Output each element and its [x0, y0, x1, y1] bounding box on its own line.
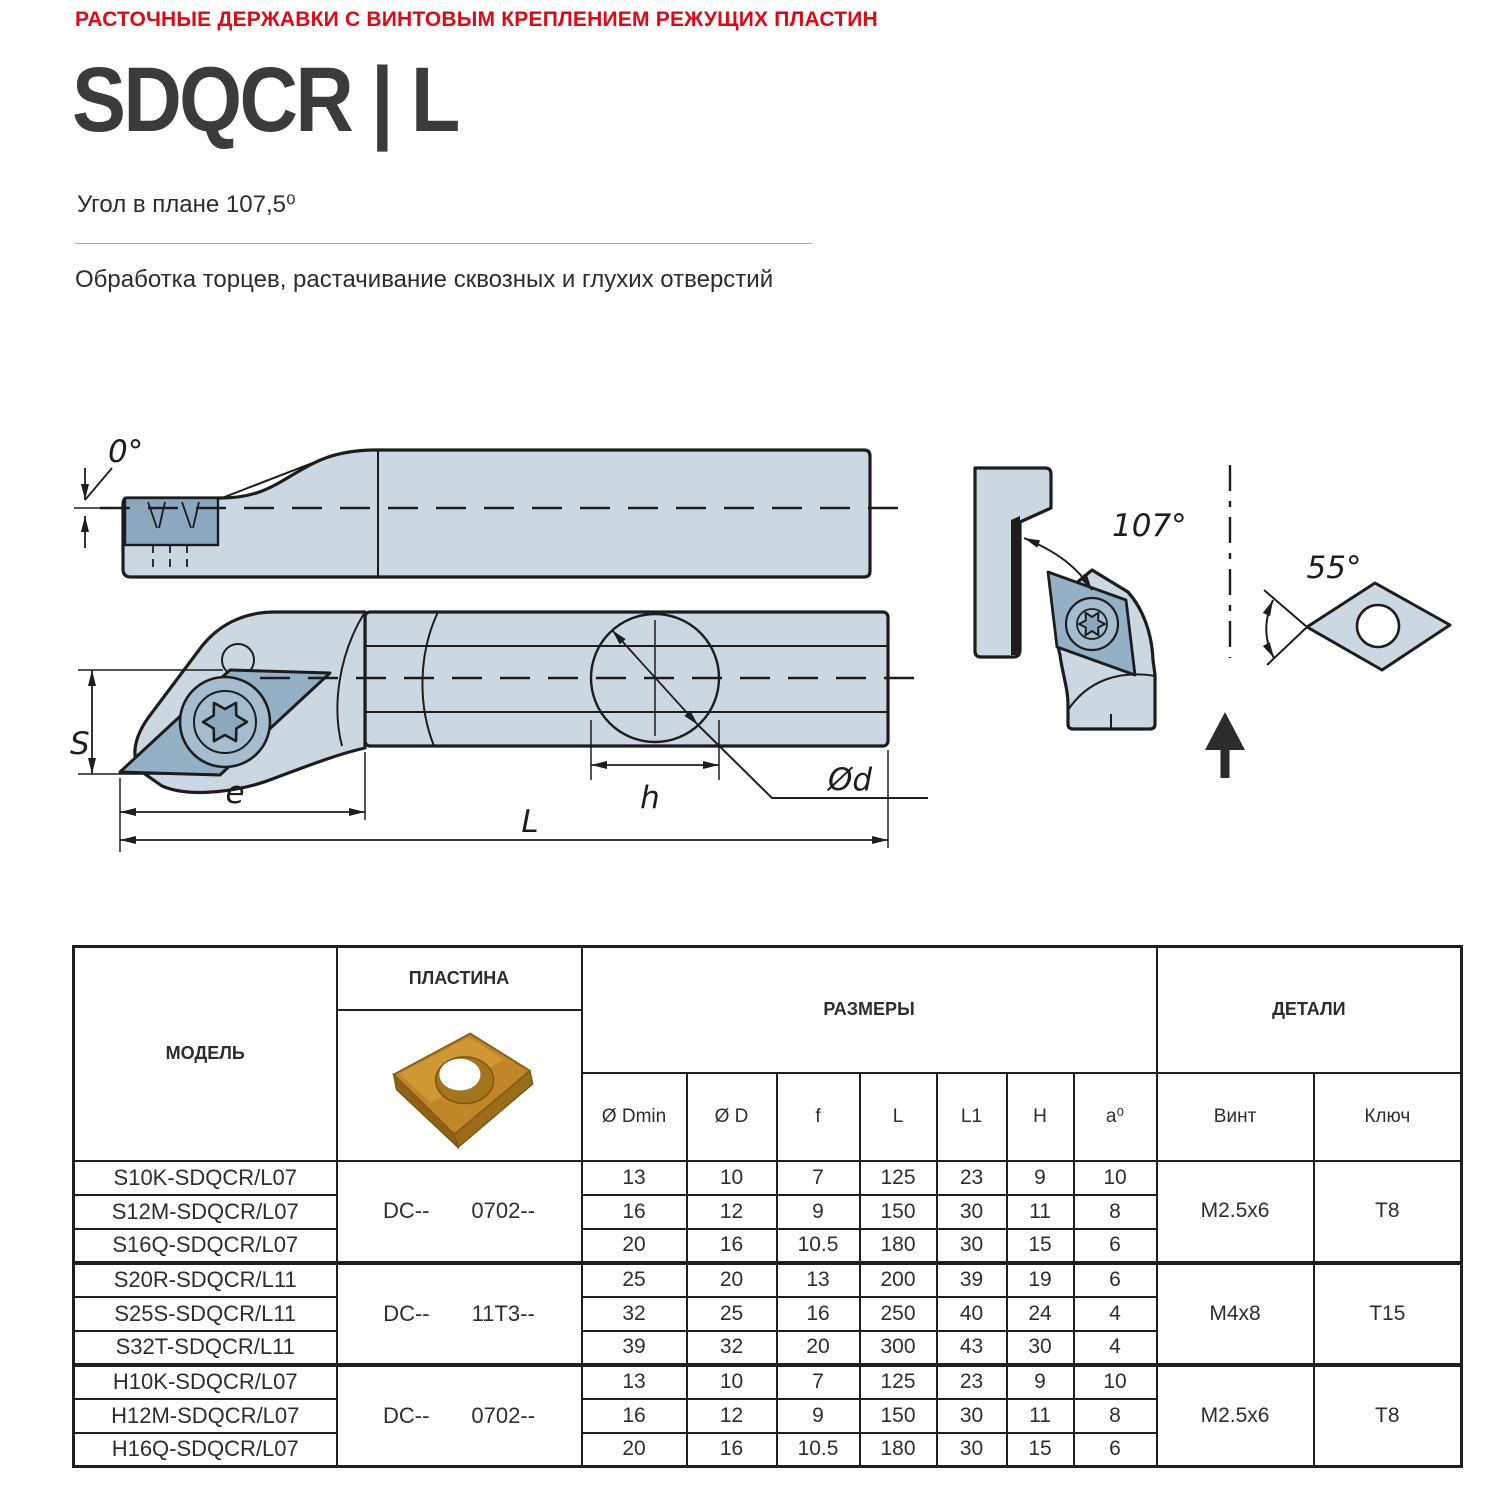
- dim-cell: 13: [582, 1365, 687, 1399]
- dim-cell: 30: [937, 1195, 1007, 1229]
- dim-cell: 30: [937, 1229, 1007, 1263]
- dim-cell: 16: [582, 1195, 687, 1229]
- dim-cell: 20: [687, 1263, 777, 1297]
- dim-cell: 125: [860, 1365, 937, 1399]
- insert-photo: [359, 1013, 559, 1153]
- dim-cell: 10.5: [777, 1229, 860, 1263]
- dim-cell: 15: [1007, 1229, 1074, 1263]
- dim-label-od: Ød: [827, 762, 873, 798]
- page-description: Обработка торцев, растачивание сквозных и глухих отверстий: [75, 266, 774, 293]
- insert-code: DC--: [382, 1402, 430, 1428]
- insert-nose-angle-view: [1264, 550, 1450, 670]
- col-header-details: ДЕТАЛИ: [1157, 947, 1462, 1073]
- model-cell: H16Q-SDQCR/L07: [74, 1433, 337, 1467]
- model-cell: S25S-SDQCR/L11: [74, 1297, 337, 1331]
- col-header-model: МОДЕЛЬ: [74, 947, 337, 1161]
- dim-cell: 16: [687, 1229, 777, 1263]
- key-cell: T15: [1314, 1263, 1462, 1365]
- dim-cell: 25: [687, 1297, 777, 1331]
- key-cell: T8: [1314, 1161, 1462, 1263]
- feed-direction-arrow-icon: [1205, 712, 1245, 778]
- dim-cell: 8: [1074, 1399, 1157, 1433]
- dim-cell: 12: [687, 1195, 777, 1229]
- dim-cell: 39: [937, 1263, 1007, 1297]
- dim-cell: 10.5: [777, 1433, 860, 1467]
- insert-code-cell: [337, 1161, 582, 1263]
- dim-cell: 180: [860, 1229, 937, 1263]
- dim-cell: 7: [777, 1161, 860, 1195]
- dim-cell: 11: [1007, 1195, 1074, 1229]
- dim-cell: 13: [777, 1263, 860, 1297]
- dim-cell: 300: [860, 1331, 937, 1365]
- dim-cell: 30: [937, 1399, 1007, 1433]
- insert-size: 0702--: [471, 1198, 536, 1223]
- dim-label-s: S: [70, 726, 90, 762]
- dim-cell: 20: [582, 1433, 687, 1467]
- dim-label-l: L: [521, 804, 539, 840]
- dim-cell: 20: [777, 1331, 860, 1365]
- plan-view: [70, 612, 928, 852]
- model-cell: S16Q-SDQCR/L07: [74, 1229, 337, 1263]
- dim-label-lead-angle: 107°: [1112, 508, 1187, 544]
- dim-cell: 23: [937, 1365, 1007, 1399]
- dim-cell: 150: [860, 1399, 937, 1433]
- dim-cell: 40: [937, 1297, 1007, 1331]
- insert-code: DC--: [383, 1300, 430, 1326]
- dim-cell: 7: [777, 1365, 860, 1399]
- col-header-f: f: [777, 1073, 860, 1161]
- model-cell: H12M-SDQCR/L07: [74, 1399, 337, 1433]
- dim-cell: 9: [777, 1399, 860, 1433]
- dim-cell: 13: [582, 1161, 687, 1195]
- dim-cell: 125: [860, 1161, 937, 1195]
- dim-cell: 4: [1074, 1297, 1157, 1331]
- dim-cell: 200: [860, 1263, 937, 1297]
- dim-cell: 11: [1007, 1399, 1074, 1433]
- col-header-l: L: [860, 1073, 937, 1161]
- dim-cell: 6: [1074, 1229, 1157, 1263]
- insert-code-cell: [337, 1365, 582, 1467]
- model-cell: H10K-SDQCR/L07: [74, 1365, 337, 1399]
- dim-cell: 10: [687, 1161, 777, 1195]
- dim-cell: 16: [687, 1433, 777, 1467]
- screw-cell: M2.5x6: [1157, 1365, 1314, 1467]
- dim-cell: 180: [860, 1433, 937, 1467]
- side-view: [74, 434, 903, 577]
- dim-cell: 16: [582, 1399, 687, 1433]
- col-header-insert: ПЛАСТИНА: [337, 947, 582, 1010]
- dim-cell: 10: [1074, 1161, 1157, 1195]
- dim-cell: 16: [777, 1297, 860, 1331]
- dim-cell: 150: [860, 1195, 937, 1229]
- col-header-dimensions: РАЗМЕРЫ: [582, 947, 1157, 1073]
- dim-cell: 9: [1007, 1161, 1074, 1195]
- table-row: [74, 1365, 1462, 1399]
- dim-cell: 39: [582, 1331, 687, 1365]
- screw-cell: M4x8: [1157, 1263, 1314, 1365]
- dim-label-nose-angle: 55°: [1306, 550, 1362, 586]
- dim-cell: 10: [1074, 1365, 1157, 1399]
- insert-size: 0702--: [471, 1402, 536, 1428]
- screw-cell: M2.5x6: [1157, 1161, 1314, 1263]
- technical-drawing: [70, 420, 1470, 880]
- dim-cell: 43: [937, 1331, 1007, 1365]
- model-cell: S20R-SDQCR/L11: [74, 1263, 337, 1297]
- page-title: SDQCR | L: [72, 49, 458, 151]
- dim-cell: 30: [937, 1433, 1007, 1467]
- dim-cell: 19: [1007, 1263, 1074, 1297]
- dim-cell: 24: [1007, 1297, 1074, 1331]
- spec-table: [72, 945, 1463, 1468]
- col-header-key: Ключ: [1314, 1073, 1462, 1161]
- model-cell: S32T-SDQCR/L11: [74, 1331, 337, 1365]
- dim-cell: 25: [582, 1263, 687, 1297]
- dim-cell: 15: [1007, 1433, 1074, 1467]
- col-header-screw: Винт: [1157, 1073, 1314, 1161]
- dim-cell: 32: [687, 1331, 777, 1365]
- page-kicker: РАСТОЧНЫЕ ДЕРЖАВКИ С ВИНТОВЫМ КРЕПЛЕНИЕМ РЕЖУЩИХ ПЛАСТИН: [75, 8, 878, 31]
- insert-code: DC--: [382, 1198, 430, 1223]
- dim-label-h: h: [640, 780, 660, 816]
- dim-cell: 8: [1074, 1195, 1157, 1229]
- col-header-d: Ø D: [687, 1073, 777, 1161]
- insert-size: 11T3--: [471, 1300, 535, 1326]
- col-header-h: H: [1007, 1073, 1074, 1161]
- dim-cell: 30: [1007, 1331, 1074, 1365]
- insert-photo-cell: [337, 1010, 582, 1161]
- dim-cell: 20: [582, 1229, 687, 1263]
- plan-angle-subtitle: Угол в плане 107,5⁰: [77, 191, 296, 218]
- table-row: [74, 1263, 1462, 1297]
- key-cell: T8: [1314, 1365, 1462, 1467]
- dim-cell: 23: [937, 1161, 1007, 1195]
- dim-cell: 6: [1074, 1433, 1157, 1467]
- col-header-a: a⁰: [1074, 1073, 1157, 1161]
- dim-cell: 9: [1007, 1365, 1074, 1399]
- dim-label-e: e: [225, 775, 245, 811]
- dim-cell: 4: [1074, 1331, 1157, 1365]
- application-view: [975, 465, 1245, 778]
- dim-cell: 12: [687, 1399, 777, 1433]
- dim-cell: 9: [777, 1195, 860, 1229]
- dim-cell: 250: [860, 1297, 937, 1331]
- col-header-dmin: Ø Dmin: [582, 1073, 687, 1161]
- model-cell: S12M-SDQCR/L07: [74, 1195, 337, 1229]
- col-header-l1: L1: [937, 1073, 1007, 1161]
- table-row: [74, 1161, 1462, 1195]
- dim-cell: 32: [582, 1297, 687, 1331]
- dim-cell: 6: [1074, 1263, 1157, 1297]
- model-cell: S10K-SDQCR/L07: [74, 1161, 337, 1195]
- dim-label-rake-angle: 0°: [108, 434, 144, 470]
- divider: [75, 243, 812, 244]
- dim-cell: 10: [687, 1365, 777, 1399]
- insert-code-cell: [337, 1263, 582, 1365]
